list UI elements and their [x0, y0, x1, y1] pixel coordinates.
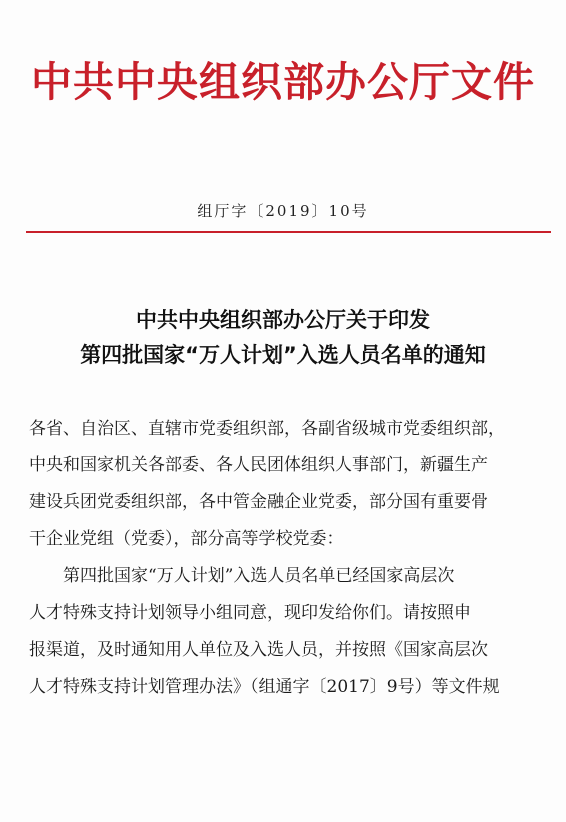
- body-line-1: 各省、自治区、直辖市党委组织部，各副省级城市党委组织部，: [29, 419, 505, 439]
- document-title-line-1: 中共中央组织部办公厅关于印发: [136, 308, 430, 332]
- body-line-8: 人才特殊支持计划管理办法》（组通字〔2017〕9号）等文件规: [29, 677, 500, 697]
- body-line-5: 第四批国家“万人计划”入选人员名单已经国家高层次: [63, 566, 455, 586]
- document-number: 组厅字〔2019〕10号: [197, 202, 369, 220]
- body-line-6: 人才特殊支持计划领导小组同意，现印发给你们。请按照申: [29, 603, 471, 623]
- body-line-3: 建设兵团党委组织部，各中管金融企业党委，部分国有重要骨: [29, 492, 488, 512]
- body-line-7: 报渠道，及时通知用人单位及入选人员，并按照《国家高层次: [29, 640, 488, 660]
- red-divider-line: [26, 231, 551, 233]
- body-line-2: 中央和国家机关各部委、各人民团体组织人事部门，新疆生产: [29, 455, 488, 475]
- body-line-4: 干企业党组（党委），部分高等学校党委：: [29, 529, 344, 549]
- document-title-line-2: 第四批国家“万人计划”入选人员名单的通知: [80, 343, 486, 367]
- issuer-header: 中共中央组织部办公厅文件: [31, 58, 535, 106]
